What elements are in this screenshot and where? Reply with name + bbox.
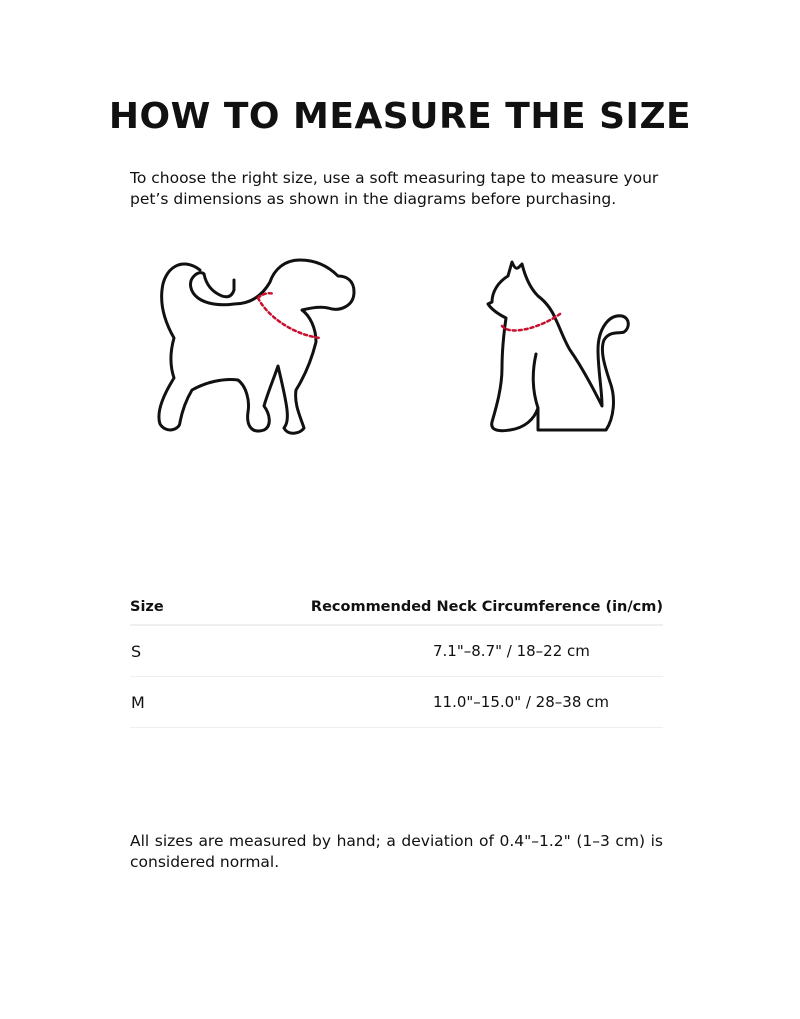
page-title: HOW TO MEASURE THE SIZE: [108, 96, 692, 137]
dog-tail-curl: [204, 274, 234, 297]
cat-silhouette-icon: [480, 250, 640, 440]
dog-outline: [159, 260, 354, 433]
size-column-header: Size: [130, 590, 305, 625]
table-row: [130, 625, 663, 677]
cat-outline: [488, 262, 628, 431]
cat-neck-measure-line: [502, 314, 560, 330]
table-header-row: [130, 590, 663, 625]
cat-diagram: [480, 250, 640, 440]
size-cell: M: [130, 677, 305, 728]
intro-text: To choose the right size, use a soft measuring tape to measure your pet’s dimensions as shown in the diagrams before purchasing.: [130, 169, 659, 208]
neck-column-header: Recommended Neck Circumference (in/cm): [305, 590, 663, 625]
neck-cell: 11.0"–15.0" / 28–38 cm: [305, 677, 663, 728]
table-row: [130, 677, 663, 728]
size-cell: S: [130, 625, 305, 677]
cat-inner-leg: [533, 354, 538, 408]
size-table: [130, 590, 663, 728]
measurement-note: All sizes are measured by hand; a deviation of 0.4"–1.2" (1–3 cm) is considered normal.: [130, 832, 663, 871]
dog-silhouette-icon: [150, 250, 365, 440]
dog-diagram: [150, 250, 365, 440]
neck-cell: 7.1"–8.7" / 18–22 cm: [305, 625, 663, 677]
